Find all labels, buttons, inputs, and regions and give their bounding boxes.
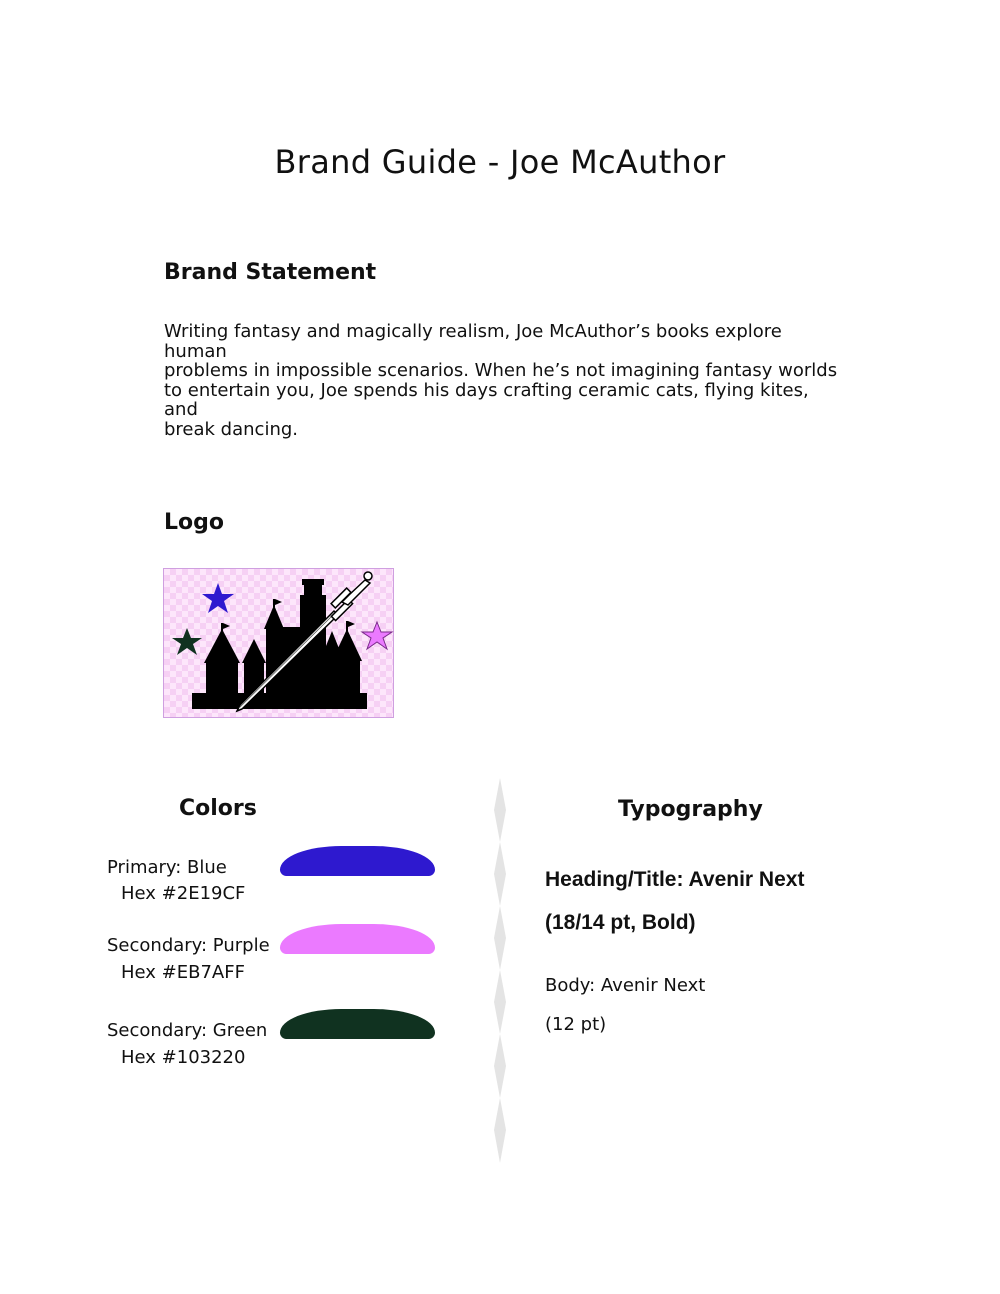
color-secondary-purple-hex: Hex #EB7AFF: [121, 962, 245, 983]
star-icon: [202, 583, 234, 613]
statement-line: break dancing.: [164, 418, 298, 440]
color-primary-label: Primary: Blue: [107, 857, 227, 878]
heading-size-spec: (18/14 pt, Bold): [545, 911, 696, 934]
body-size-spec: (12 pt): [545, 1014, 607, 1035]
color-secondary-purple-label: Secondary: Purple: [107, 935, 270, 956]
logo-image: [163, 568, 394, 718]
color-primary-hex: Hex #2E19CF: [121, 883, 246, 904]
statement-line: problems in impossible scenarios. When he’s not imagining fantasy worlds: [164, 360, 838, 381]
logo-heading: Logo: [164, 510, 224, 535]
heading-font-spec: Heading/Title: Avenir Next: [545, 868, 805, 891]
colors-heading: Colors: [179, 796, 257, 821]
brand-statement-heading: Brand Statement: [164, 260, 377, 285]
color-secondary-green-hex: Hex #103220: [121, 1047, 246, 1068]
typography-heading: Typography: [618, 797, 763, 822]
brand-statement-text: [164, 322, 844, 439]
statement-line: Writing fantasy and magically realism, Joe McAuthor’s books explore human: [164, 321, 782, 362]
star-icon: [172, 628, 202, 655]
castle-icon: [164, 569, 395, 719]
color-swatch-blue: [280, 846, 435, 876]
star-icon: [362, 622, 392, 649]
statement-line: to entertain you, Joe spends his days crafting ceramic cats, flying kites, and: [164, 379, 809, 420]
section-divider: [492, 778, 508, 1163]
page-title: Brand Guide - Joe McAuthor: [274, 143, 726, 181]
color-swatch-green: [280, 1009, 435, 1039]
color-swatch-purple: [280, 924, 435, 954]
body-font-spec: Body: Avenir Next: [545, 975, 706, 996]
color-secondary-green-label: Secondary: Green: [107, 1020, 268, 1041]
